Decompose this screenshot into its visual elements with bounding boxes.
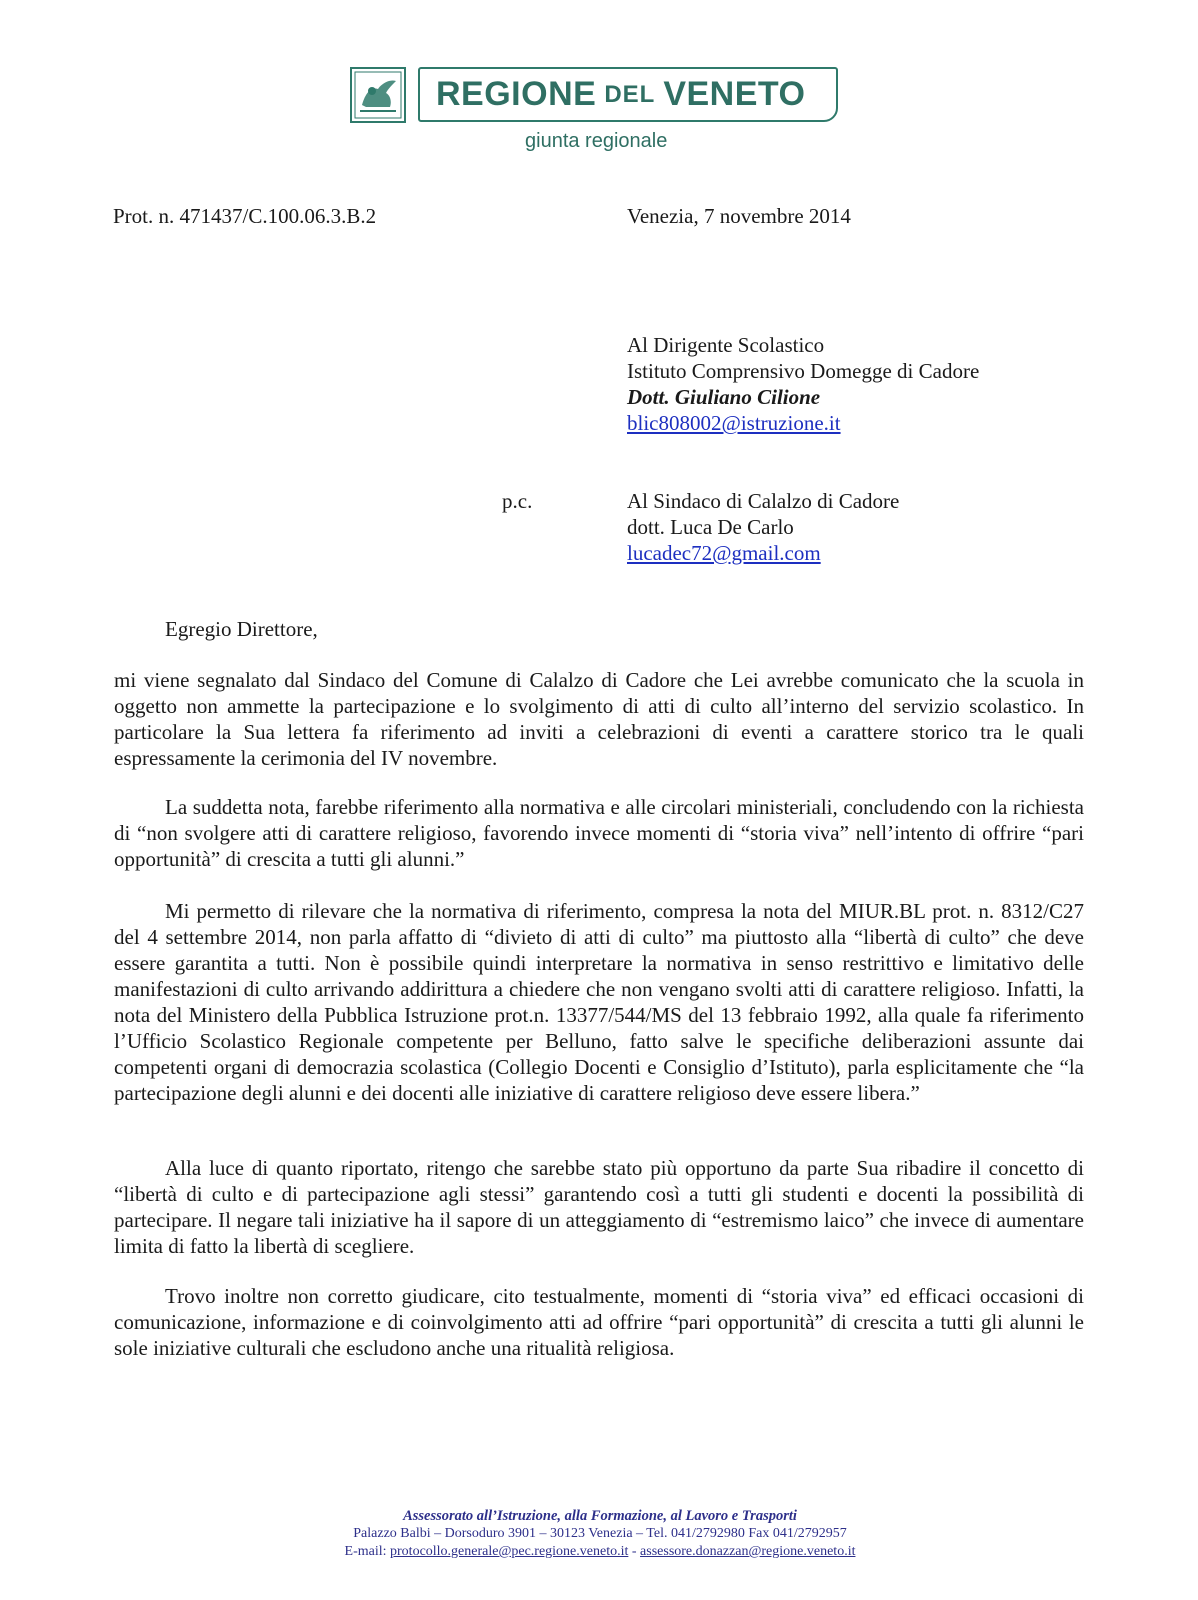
- footer-email-pec-link[interactable]: protocollo.generale@pec.regione.veneto.it: [390, 1544, 629, 1559]
- body-paragraph: Trovo inoltre non corretto giudicare, cito testualmente, momenti di “storia viva” ed efficaci occasioni di comunicazione, informazione e di coinvolgimento atti ad offrire “pari opportunità” di crescita a tutti gli alunni le sole iniziative culturali che escludono anche una ritualità religiosa.: [114, 1284, 1084, 1360]
- footer-email-label: E-mail:: [344, 1544, 387, 1559]
- region-name-del: DEL: [604, 80, 656, 108]
- region-name: [418, 67, 838, 122]
- recipient-role: Al Dirigente Scolastico: [627, 333, 825, 357]
- winged-lion-emblem-icon: [350, 67, 406, 123]
- recipient-school: Istituto Comprensivo Domegge di Cadore: [627, 359, 980, 383]
- region-name-end: VENETO: [663, 75, 806, 113]
- footer-emails: [250, 1543, 950, 1561]
- cc-recipient-name: dott. Luca De Carlo: [627, 515, 794, 539]
- footer-email-assessore-link[interactable]: assessore.donazzan@regione.veneto.it: [640, 1544, 856, 1559]
- footer-separator: -: [631, 1544, 637, 1559]
- region-subtitle: giunta regionale: [525, 130, 668, 152]
- cc-email-link[interactable]: lucadec72@gmail.com: [627, 541, 821, 565]
- body-paragraph: Mi permetto di rilevare che la normativa di riferimento, compresa la nota del MIUR.BL prot. n. 8312/C27 del 4 settembre 2014, non parla affatto di “divieto di atti di culto” ma piuttosto alla “libertà di culto” che deve essere garantita a tutti. Non è possibile quindi interpretare la normativa in senso restrittivo e limitativo delle manifestazioni di culto arrivando addirittura a chiedere che non vengano svolti atti di carattere religioso. Infatti, la nota del Ministero della Pubblica Istruzione prot.n. 13377/544/MS del 13 febbraio 1992, alla quale fa riferimento l’Ufficio Scolastico Regionale competente per Belluno, fatto salve le specifiche deliberazioni assunte dai competenti organi di democrazia scolastica (Collegio Docenti e Consiglio d’Istituto), parla esplicitamente che “la partecipazione degli alunni e dei docenti alle iniziative di carattere religioso deve essere libera.”: [114, 899, 1084, 1105]
- letterhead-footer: [250, 1507, 950, 1561]
- place-date: Venezia, 7 novembre 2014: [627, 204, 851, 228]
- region-name-main: REGIONE: [436, 75, 597, 113]
- body-paragraph: Alla luce di quanto riportato, ritengo che sarebbe stato più opportuno da parte Sua ribadire il concetto di “libertà di culto e di partecipazione agli stessi” garantendo così a tutti gli studenti e docenti la possibilità di partecipare. Il negare tali iniziative ha il sapore di un atteggiamento di “estremismo laico” che invece di aumentare limita di fatto la libertà di scegliere.: [114, 1156, 1084, 1258]
- body-paragraph: La suddetta nota, farebbe riferimento alla normativa e alle circolari ministeriali, concludendo con la richiesta di “non svolgere atti di carattere religioso, favorendo invece momenti di “storia viva” nell’intento di offrire “pari opportunità” di crescita a tutti gli alunni.”: [114, 795, 1084, 871]
- protocol-number: Prot. n. 471437/C.100.06.3.B.2: [113, 204, 377, 228]
- recipient-name: Dott. Giuliano Cilione: [627, 385, 821, 409]
- cc-recipient-role: Al Sindaco di Calalzo di Cadore: [627, 489, 900, 513]
- region-logo: [350, 64, 850, 164]
- footer-address: Palazzo Balbi – Dorsoduro 3901 – 30123 Venezia – Tel. 041/2792980 Fax 041/2792957: [353, 1526, 847, 1541]
- recipient-email-link[interactable]: blic808002@istruzione.it: [627, 411, 841, 435]
- footer-department: Assessorato all’Istruzione, alla Formazione, al Lavoro e Trasporti: [403, 1508, 797, 1524]
- body-paragraph: mi viene segnalato dal Sindaco del Comune di Calalzo di Cadore che Lei avrebbe comunicato che la scuola in oggetto non ammette la partecipazione e lo svolgimento di atti di culto all’interno del servizio scolastico. In particolare la Sua lettera fa riferimento ad inviti a celebrazioni di eventi a carattere storico tra le quali espressamente la cerimonia del IV novembre.: [114, 668, 1084, 770]
- salutation: Egregio Direttore,: [165, 617, 318, 641]
- cc-label: p.c.: [502, 489, 533, 513]
